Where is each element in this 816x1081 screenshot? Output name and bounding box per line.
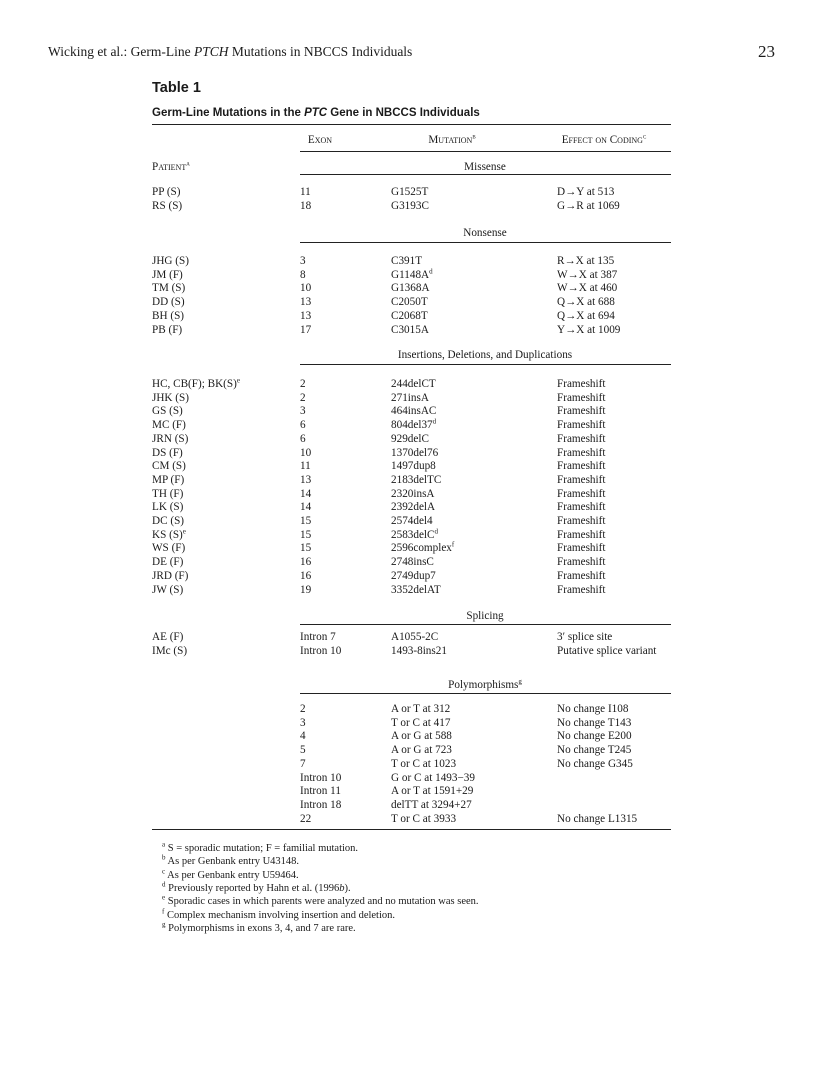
cell-effect: Y→X at 1009 (557, 323, 621, 336)
cell-mutation (391, 419, 436, 432)
cell-effect: No change G345 (557, 757, 633, 770)
patient-text: DD (S) (152, 296, 185, 309)
cell-exon: 6 (300, 432, 306, 445)
cell-effect: No change I108 (557, 703, 629, 715)
cell-exon: 7 (300, 757, 306, 770)
cell-patient (152, 433, 188, 446)
footnote-text: Complex mechanism involving insertion and deletion. (166, 909, 396, 921)
mutation-text: C2068T (391, 309, 428, 322)
cell-exon: 15 (300, 515, 312, 527)
cell-exon: Intron 7 (300, 631, 336, 643)
cell-effect: Frameshift (557, 473, 606, 486)
cell-exon: 2 (300, 703, 306, 715)
cell-effect: Q→X at 688 (557, 296, 615, 309)
cell-patient (152, 405, 183, 418)
patient-text: MC (F) (152, 419, 186, 432)
cell-mutation (391, 282, 430, 295)
cell-mutation (391, 378, 436, 391)
cell-exon: 2 (300, 378, 306, 390)
mutation-text: 3352delAT (391, 583, 441, 596)
footnote-text: Polymorphisms in exons 3, 4, and 7 are rare. (168, 922, 356, 934)
cell-exon: 19 (300, 583, 312, 596)
cell-effect: Frameshift (557, 460, 606, 473)
table-bottom-rule (152, 829, 671, 830)
cell-patient (152, 501, 183, 514)
table-caption (152, 107, 480, 119)
header-effect (562, 134, 647, 147)
footnote-text: Sporadic cases in which parents were analyzed and no mutation was seen. (167, 896, 479, 908)
cell-exon: 11 (300, 186, 311, 198)
patient-note: e (182, 526, 186, 535)
cell-effect: W→X at 460 (557, 282, 618, 295)
patient-note: e (236, 376, 240, 385)
cell-mutation (391, 474, 441, 487)
cell-effect: D→Y at 513 (557, 186, 615, 198)
section-rule (300, 624, 671, 625)
header-patient-note: a (186, 159, 190, 168)
mutation-text: 271insA (391, 391, 429, 404)
section-title-text: Splicing (466, 610, 504, 622)
patient-text: CM (S) (152, 460, 186, 473)
section-title-text: Polymorphisms (448, 679, 519, 691)
header-rule (300, 151, 671, 152)
patient-text: KS (S) (152, 528, 183, 541)
patient-text: JRN (S) (152, 432, 189, 445)
footnote (162, 855, 299, 868)
footnote (162, 895, 479, 908)
mutation-text: T or C at 417 (391, 716, 451, 729)
mutation-text: 2596complex (391, 542, 452, 555)
mutation-text: 464insAC (391, 405, 437, 418)
cell-effect: Frameshift (557, 446, 606, 459)
header-mutation-label: Mutation (428, 134, 473, 146)
footnote-text: S = sporadic mutation; F = familial mutation. (167, 843, 359, 854)
cell-exon: Intron 18 (300, 798, 342, 811)
cell-patient (152, 378, 240, 391)
patient-text: LK (S) (152, 501, 184, 514)
cell-exon: 18 (300, 199, 312, 212)
section-title (398, 349, 572, 362)
cell-mutation (391, 447, 438, 460)
section-title-text: Insertions, Deletions, and Duplications (397, 349, 573, 361)
cell-exon: 6 (300, 419, 306, 432)
cell-patient (152, 515, 184, 528)
cell-mutation (391, 717, 450, 730)
mutation-text: A or G at 588 (391, 730, 452, 743)
cell-effect: W→X at 387 (557, 268, 618, 281)
footnote-text: As per Genbank entry U59464. (167, 869, 299, 881)
cell-effect: Frameshift (557, 515, 606, 527)
cell-patient (152, 645, 187, 658)
patient-text: GS (S) (152, 405, 183, 418)
cell-effect: Frameshift (557, 378, 606, 390)
cell-effect: Frameshift (557, 583, 606, 596)
footnote (162, 909, 395, 922)
mutation-text: delTT at 3294+27 (391, 798, 472, 811)
cell-mutation (391, 542, 454, 555)
patient-text: JHK (S) (152, 391, 189, 404)
cell-exon: 14 (300, 501, 312, 514)
cell-exon: 5 (300, 744, 306, 757)
running-head-gene: PTCH (194, 44, 229, 59)
mutation-text: 2320insA (391, 487, 435, 500)
cell-exon: 3 (300, 255, 306, 267)
cell-exon: 16 (300, 556, 312, 569)
cell-mutation (391, 488, 435, 501)
patient-text: BH (S) (152, 309, 185, 322)
patient-text: AE (F) (152, 631, 184, 643)
footnote-mark: a (162, 840, 166, 849)
mutation-text: G1148A (391, 268, 430, 281)
cell-patient (152, 631, 183, 644)
cell-effect: No change L1315 (557, 812, 638, 825)
cell-mutation (391, 813, 456, 826)
header-effect-label: Effect on Coding (561, 134, 643, 146)
section-rule (300, 364, 671, 365)
cell-mutation (391, 785, 473, 798)
patient-text: JM (F) (152, 268, 183, 281)
mutation-text: 2574del4 (391, 515, 433, 527)
cell-exon: 14 (300, 487, 312, 500)
cell-patient (152, 474, 184, 487)
mutation-note: f (451, 540, 455, 549)
mutation-text: 2749dup7 (391, 569, 436, 582)
cell-effect: Frameshift (557, 528, 606, 541)
section-rule (300, 242, 671, 243)
mutation-text: 1497dup8 (391, 460, 436, 473)
cell-exon: Intron 10 (300, 644, 342, 657)
cell-patient (152, 269, 183, 282)
cell-effect: Frameshift (557, 501, 606, 514)
cell-exon: 3 (300, 405, 306, 418)
patient-text: JRD (F) (152, 569, 189, 582)
section-rule (300, 693, 671, 694)
patient-text: JHG (S) (152, 255, 189, 267)
patient-text: DS (F) (152, 446, 183, 459)
cell-mutation (391, 186, 428, 199)
footnote-text: As per Genbank entry U43148. (167, 856, 300, 868)
cell-exon: 15 (300, 542, 312, 555)
cell-effect: Q→X at 694 (557, 309, 615, 322)
patient-text: TM (S) (152, 282, 186, 295)
mutation-text: T or C at 3933 (391, 812, 457, 825)
mutation-text: C2050T (391, 296, 428, 309)
cell-mutation (391, 310, 428, 323)
header-patient (152, 161, 190, 174)
cell-patient (152, 282, 185, 295)
patient-text: PP (S) (152, 186, 181, 198)
mutation-text: 804del37 (391, 419, 433, 432)
cell-effect: G→R at 1069 (557, 199, 620, 212)
cell-effect: No change E200 (557, 730, 632, 743)
cell-exon: 10 (300, 446, 312, 459)
mutation-note: d (432, 417, 437, 426)
mutation-text: C3015A (391, 323, 429, 336)
cell-patient (152, 392, 189, 405)
running-head (48, 44, 412, 60)
cell-exon: 4 (300, 730, 306, 743)
mutation-note: d (429, 266, 433, 275)
cell-effect: No change T143 (557, 716, 632, 729)
cell-exon: 3 (300, 716, 306, 729)
cell-effect: Frameshift (557, 487, 606, 500)
patient-text: JW (S) (152, 583, 184, 596)
cell-mutation (391, 324, 429, 337)
cell-mutation (391, 703, 450, 716)
cell-patient (152, 488, 183, 501)
cell-exon: 22 (300, 812, 312, 825)
caption-gene: PTC (304, 107, 328, 119)
mutation-text: T or C at 1023 (391, 757, 457, 770)
cell-patient (152, 296, 185, 309)
cell-patient (152, 556, 183, 569)
cell-effect: Frameshift (557, 569, 606, 582)
cell-exon: 13 (300, 296, 312, 309)
table-top-rule (152, 124, 671, 125)
mutation-text: G or C at 1493−39 (391, 771, 475, 784)
cell-exon: Intron 11 (300, 785, 341, 798)
mutation-text: 2583delC (391, 528, 435, 541)
section-rule (300, 174, 671, 175)
cell-patient (152, 584, 183, 597)
mutation-text: A or T at 1591+29 (391, 785, 474, 798)
cell-mutation (391, 405, 436, 418)
cell-patient (152, 570, 188, 583)
patient-text: MP (F) (152, 473, 185, 486)
cell-effect: No change T245 (557, 744, 632, 757)
cell-effect: Putative splice variant (557, 644, 657, 657)
cell-patient (152, 419, 186, 432)
page-number: 23 (758, 42, 775, 61)
footnote-mark: c (162, 867, 166, 876)
caption-prefix: Germ-Line Mutations in the (152, 107, 305, 119)
cell-mutation (391, 584, 441, 597)
cell-exon: 15 (300, 528, 312, 541)
footnote (162, 842, 358, 855)
cell-patient (152, 447, 183, 460)
section-title-note: g (518, 677, 522, 686)
cell-mutation (391, 501, 435, 514)
cell-exon: 13 (300, 473, 312, 486)
footnote-mark: e (162, 893, 166, 902)
footnote (162, 882, 351, 895)
mutation-text: G3193C (391, 199, 429, 212)
cell-mutation (391, 526, 439, 542)
footnote-mark: g (162, 920, 166, 929)
patient-text: TH (F) (152, 487, 184, 500)
cell-effect: 3′ splice site (557, 631, 613, 643)
mutation-text: 2748insC (391, 556, 434, 569)
footnote-mark: b (162, 853, 166, 862)
cell-exon: 17 (300, 323, 312, 336)
section-title-text: Missense (464, 161, 506, 173)
patient-text: WS (F) (152, 542, 186, 555)
cell-patient (152, 542, 185, 555)
cell-exon: Intron 10 (300, 771, 342, 784)
cell-exon: 13 (300, 309, 312, 322)
section-title (463, 227, 507, 240)
footnote-italic: b (339, 882, 345, 894)
cell-mutation (391, 772, 475, 785)
cell-patient (152, 200, 182, 213)
cell-mutation (391, 392, 429, 405)
cell-patient (152, 310, 184, 323)
cell-mutation (391, 433, 429, 446)
cell-effect: Frameshift (557, 405, 606, 418)
cell-mutation (391, 556, 434, 569)
patient-text: DE (F) (152, 556, 184, 569)
section-title (464, 161, 506, 174)
mutation-text: A1055-2C (391, 631, 439, 643)
table-label: Table 1 (152, 80, 201, 96)
cell-mutation (391, 570, 436, 583)
cell-effect: Frameshift (557, 542, 606, 555)
section-title-text: Nonsense (463, 227, 507, 239)
cell-mutation (391, 296, 428, 309)
mutation-text: G1368A (391, 282, 430, 295)
patient-text: DC (S) (152, 515, 185, 527)
caption-suffix: Gene in NBCCS Individuals (327, 107, 480, 119)
cell-mutation (391, 266, 433, 282)
header-effect-note: c (642, 132, 647, 141)
cell-patient (152, 255, 189, 268)
footnote-mark: d (162, 880, 166, 889)
footnote-mark: f (162, 907, 165, 915)
cell-mutation (391, 631, 438, 644)
running-head-prefix: Wicking et al.: Germ-Line (48, 44, 195, 59)
cell-mutation (391, 515, 433, 528)
mutation-text: 929delC (391, 432, 429, 445)
cell-mutation (391, 758, 456, 771)
cell-mutation (391, 744, 452, 757)
header-mutation-note: b (472, 132, 476, 141)
patient-text: PB (F) (152, 323, 183, 336)
patient-text: HC, CB(F); BK(S) (152, 378, 237, 390)
patient-text: RS (S) (152, 199, 183, 212)
cell-exon: 8 (300, 268, 306, 281)
cell-mutation (391, 645, 447, 658)
mutation-text: 2392delA (391, 501, 436, 514)
cell-exon: 10 (300, 282, 312, 295)
footnote-text: Previously reported by Hahn et al. (1996 (168, 882, 340, 894)
mutation-text: 2183delTC (391, 473, 442, 486)
header-exon: Exon (307, 134, 333, 146)
cell-effect: Frameshift (557, 391, 606, 404)
footnote (162, 869, 299, 882)
section-title (448, 679, 522, 692)
cell-mutation (391, 200, 429, 213)
mutation-text: 244delCT (391, 378, 436, 390)
mutation-text: C391T (391, 255, 423, 267)
cell-exon: 16 (300, 569, 312, 582)
cell-patient (152, 324, 182, 337)
section-title (466, 610, 503, 623)
cell-mutation (391, 460, 436, 473)
footnote (162, 922, 356, 935)
mutation-text: A or G at 723 (391, 744, 452, 757)
mutation-text: G1525T (391, 186, 429, 198)
cell-patient (152, 460, 186, 473)
cell-effect: R→X at 135 (557, 255, 615, 267)
cell-effect: Frameshift (557, 419, 606, 432)
cell-patient (152, 526, 186, 542)
header-patient-label: Patient (152, 161, 187, 173)
cell-mutation (391, 255, 422, 268)
cell-exon: 2 (300, 391, 306, 404)
mutation-text: 1370del76 (391, 446, 439, 459)
running-head-suffix: Mutations in NBCCS Individuals (228, 44, 413, 59)
cell-exon: 11 (300, 460, 311, 473)
mutation-text: 1493-8ins21 (391, 644, 447, 657)
cell-effect: Frameshift (557, 432, 606, 445)
cell-mutation (391, 799, 472, 812)
mutation-note: d (434, 526, 439, 535)
patient-text: IMc (S) (152, 644, 188, 657)
cell-mutation (391, 730, 452, 743)
header-mutation (428, 134, 475, 147)
cell-patient (152, 186, 181, 199)
mutation-text: A or T at 312 (391, 703, 451, 715)
cell-effect: Frameshift (557, 556, 606, 569)
footnote-after: ). (344, 882, 351, 894)
